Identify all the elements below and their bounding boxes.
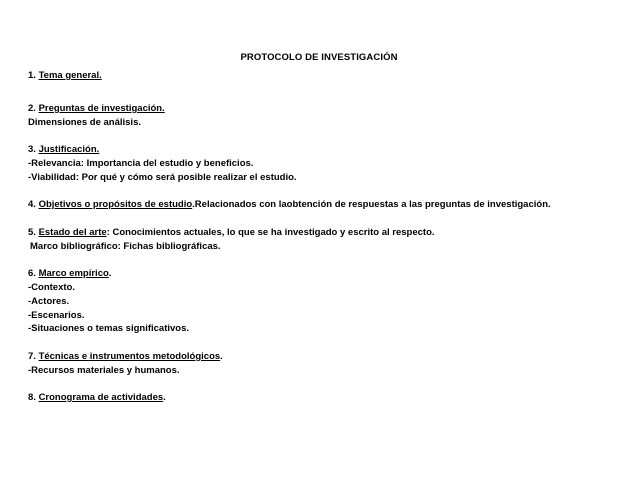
- section-2: [28, 103, 165, 115]
- section-6-line-2: -Actores.: [28, 296, 70, 307]
- section-3: [28, 144, 99, 156]
- section-6-line-3: -Escenarios.: [28, 310, 85, 321]
- section-5-number: 5.: [28, 227, 39, 238]
- section-2-heading: Preguntas de investigación.: [38, 103, 165, 114]
- section-7-line-1: -Recursos materiales y humanos.: [28, 365, 180, 376]
- section-1-heading: Tema general.: [38, 70, 102, 81]
- section-6-heading: Marco empírico: [38, 268, 109, 279]
- section-6-line-1: -Contexto.: [28, 282, 75, 293]
- section-4: [28, 199, 551, 211]
- section-3-line-2: -Viabilidad: Por qué y cómo será posible realizar el estudio.: [28, 172, 297, 183]
- section-7: [28, 351, 223, 363]
- section-2-line-1: Dimensiones de análisis.: [28, 117, 141, 128]
- section-5-line-1: Marco bibliográfico: Fichas bibliográficas.: [30, 241, 221, 252]
- section-1-number: 1.: [28, 70, 39, 81]
- section-6-number: 6.: [28, 268, 39, 279]
- section-6: [28, 268, 111, 280]
- section-6-after: .: [108, 268, 112, 279]
- section-4-number: 4.: [28, 199, 39, 210]
- section-5: [28, 227, 435, 239]
- section-6-line-4: -Situaciones o temas significativos.: [28, 323, 190, 334]
- section-2-number: 2.: [28, 103, 39, 114]
- section-8-number: 8.: [28, 392, 39, 403]
- section-4-after: .Relacionados con laobtención de respuestas a las preguntas de investigación.: [192, 199, 551, 210]
- page-title: PROTOCOLO DE INVESTIGACIÓN: [240, 52, 398, 63]
- section-8-after: .: [163, 392, 166, 403]
- section-8-heading: Cronograma de actividades: [38, 392, 164, 403]
- section-7-heading: Técnicas e instrumentos metodológicos: [38, 351, 221, 362]
- section-3-number: 3.: [28, 144, 39, 155]
- section-8: [28, 392, 166, 404]
- section-4-heading: Objetivos o propósitos de estudio: [38, 199, 193, 210]
- section-7-after: .: [220, 351, 223, 362]
- section-3-heading: Justificación.: [38, 144, 100, 155]
- section-5-heading: Estado del arte: [38, 227, 107, 238]
- section-1: [28, 70, 102, 82]
- section-5-after: : Conocimientos actuales, lo que se ha investigado y escrito al respecto.: [106, 227, 435, 238]
- section-7-number: 7.: [28, 351, 39, 362]
- section-3-line-1: -Relevancia: Importancia del estudio y beneficios.: [28, 158, 254, 169]
